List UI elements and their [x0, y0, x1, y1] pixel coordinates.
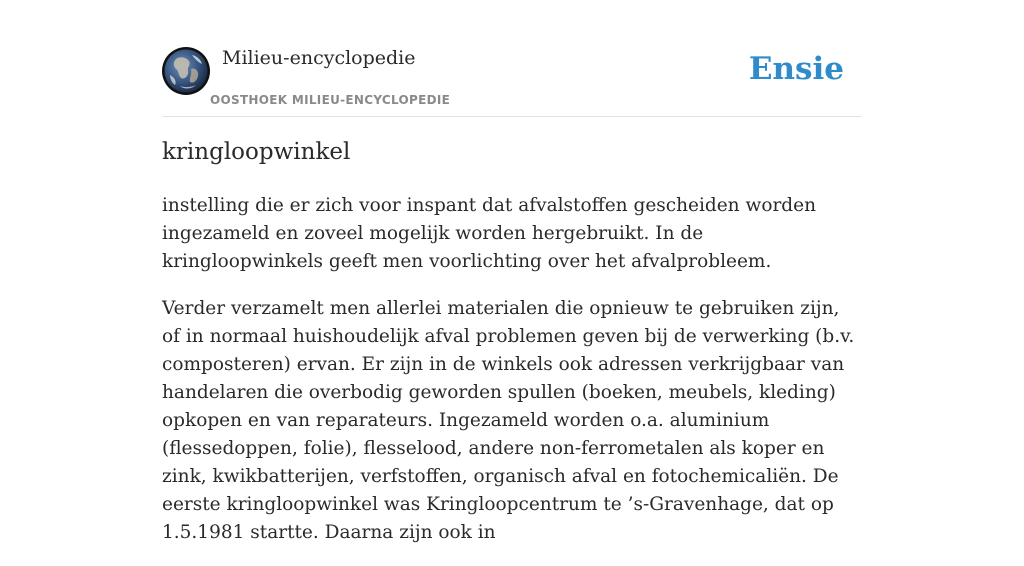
entry-paragraph: Verder verzamelt men allerlei materialen die opnieuw te gebruiken zijn, of in normaal huishoudelijk afval problemen geven bij de verwerking (b.v. composteren) ervan. Er zijn in de winkels ook adressen verkrijgbaar van handelaren die overbodig geworden spullen (boeken, meubels, kleding) opkopen en van reparateurs. Ingezameld worden o.a. aluminium (flessedoppen, folie), flesselood, andere non-ferrometalen als koper en zink, kwikbatterijen, verfstoffen, organisch afval en fotochemicaliën. De eerste kringloopwinkel was Kringloopcentrum te ’s-Gravenhage, dat op 1.5.1981 startte. Daarna zijn ook in	[162, 298, 855, 543]
entry-content	[162, 192, 862, 566]
site-header	[162, 46, 862, 117]
entry-paragraph: instelling die er zich voor inspant dat afvalstoffen gescheiden worden ingezameld en zoveel mogelijk worden hergebruikt. In de kringloopwinkels geeft men voorlichting over het afvalprobleem.	[162, 195, 817, 272]
site-subtitle[interactable]: OOSTHOEK MILIEU-ENCYCLOPEDIE	[210, 93, 451, 107]
ensie-logo[interactable]: Ensie	[748, 51, 844, 87]
site-title[interactable]: Milieu-encyclopedie	[222, 47, 416, 69]
entry-title: kringloopwinkel	[162, 139, 351, 165]
earth-globe-icon[interactable]	[162, 47, 210, 95]
